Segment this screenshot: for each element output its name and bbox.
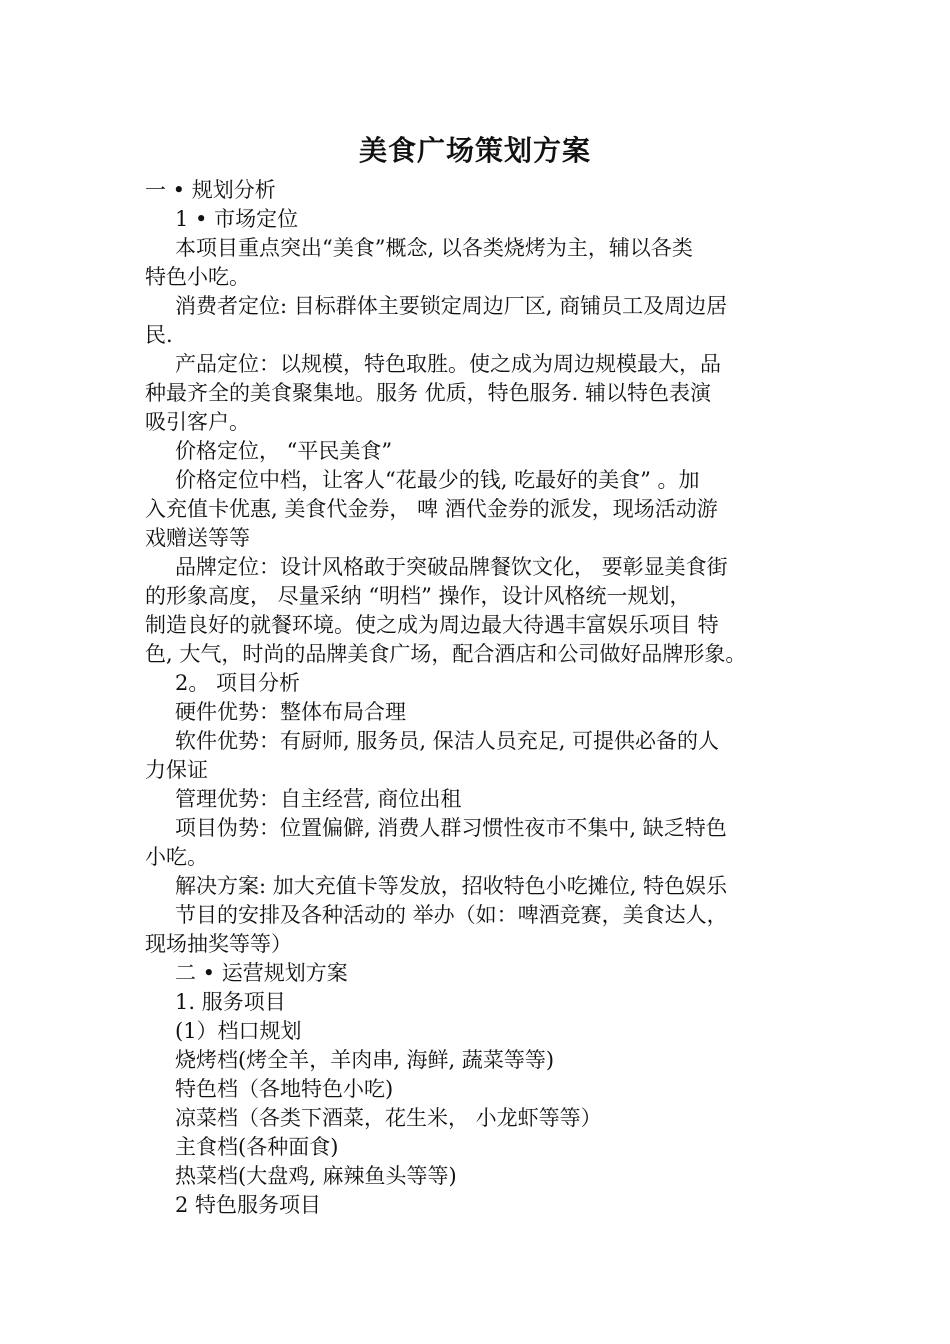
text-line: 项目伪势：位置偏僻, 消费人群习惯性夜市不集中, 缺乏特色	[175, 816, 727, 840]
text-line: 力保证	[145, 758, 208, 782]
text-line: 节目的安排及各种活动的 举办（如：啤酒竞赛，美食达人，	[175, 903, 728, 927]
text-line: 解决方案: 加大充值卡等发放，招收特色小吃摊位, 特色娱乐	[175, 874, 728, 898]
text-line: 价格定位中档，让客人“花最少的钱, 吃最好的美食” 。加	[175, 468, 700, 492]
text-line: 制造良好的就餐环境。使之成为周边最大待遇丰富娱乐项目 特	[145, 613, 719, 637]
text-line: 民.	[145, 323, 173, 347]
text-line: 硬件优势：整体布局合理	[175, 700, 406, 724]
text-line: 现场抽奖等等）	[145, 932, 292, 956]
text-line: 入充值卡优惠, 美食代金券， 啤 酒代金券的派发，现场活动游	[145, 497, 718, 521]
text-line: 凉菜档（各类下酒菜，花生米， 小龙虾等等）	[175, 1106, 602, 1130]
text-line: 2 特色服务项目	[175, 1193, 322, 1217]
text-line: 特色档（各地特色小吃)	[175, 1077, 394, 1101]
text-line: 吸引客户。	[145, 410, 250, 434]
text-line: 品牌定位：设计风格敢于突破品牌餐饮文化， 要彰显美食街	[175, 555, 728, 579]
text-line: 特色小吃。	[145, 265, 250, 289]
document-title: 美食广场策划方案	[358, 134, 591, 167]
text-line: 产品定位：以规模，特色取胜。使之成为周边规模最大，品	[175, 352, 721, 376]
text-line: 2。 项目分析	[175, 671, 301, 695]
text-line: 戏赠送等等	[145, 526, 250, 550]
text-line: 二 • 运营规划方案	[175, 961, 348, 985]
text-line: 小吃。	[145, 845, 208, 869]
text-line: 管理优势：自主经营, 商位出租	[175, 787, 462, 811]
text-line: 1 • 市场定位	[175, 207, 299, 231]
text-line: (1）档口规划	[175, 1019, 302, 1043]
text-line: 消费者定位: 目标群体主要锁定周边厂区, 商铺员工及周边居	[175, 294, 728, 318]
document-body	[145, 176, 815, 1220]
text-line: 的形象高度， 尽量采纳 “明档” 操作，设计风格统一规划，	[145, 584, 691, 608]
text-line: 软件优势：有厨师, 服务员, 保洁人员充足, 可提供必备的人	[175, 729, 720, 753]
text-line: 种最齐全的美食聚集地。服务 优质，特色服务. 辅以特色表演	[145, 381, 712, 405]
text-line: 1. 服务项目	[175, 990, 286, 1014]
text-line: 价格定位， “平民美食”	[175, 439, 393, 463]
text-line: 烧烤档(烤全羊，羊肉串, 海鲜, 蔬菜等等)	[175, 1048, 555, 1072]
text-line: 本项目重点突出“美食”概念, 以各类烧烤为主，辅以各类	[175, 236, 693, 260]
text-line: 主食档(各种面食)	[175, 1135, 339, 1159]
text-line: 色, 大气，时尚的品牌美食广场，配合酒店和公司做好品牌形象。	[145, 642, 747, 666]
text-line: 一 • 规划分析	[145, 178, 276, 202]
text-line: 热菜档(大盘鸡, 麻辣鱼头等等)	[175, 1164, 457, 1188]
